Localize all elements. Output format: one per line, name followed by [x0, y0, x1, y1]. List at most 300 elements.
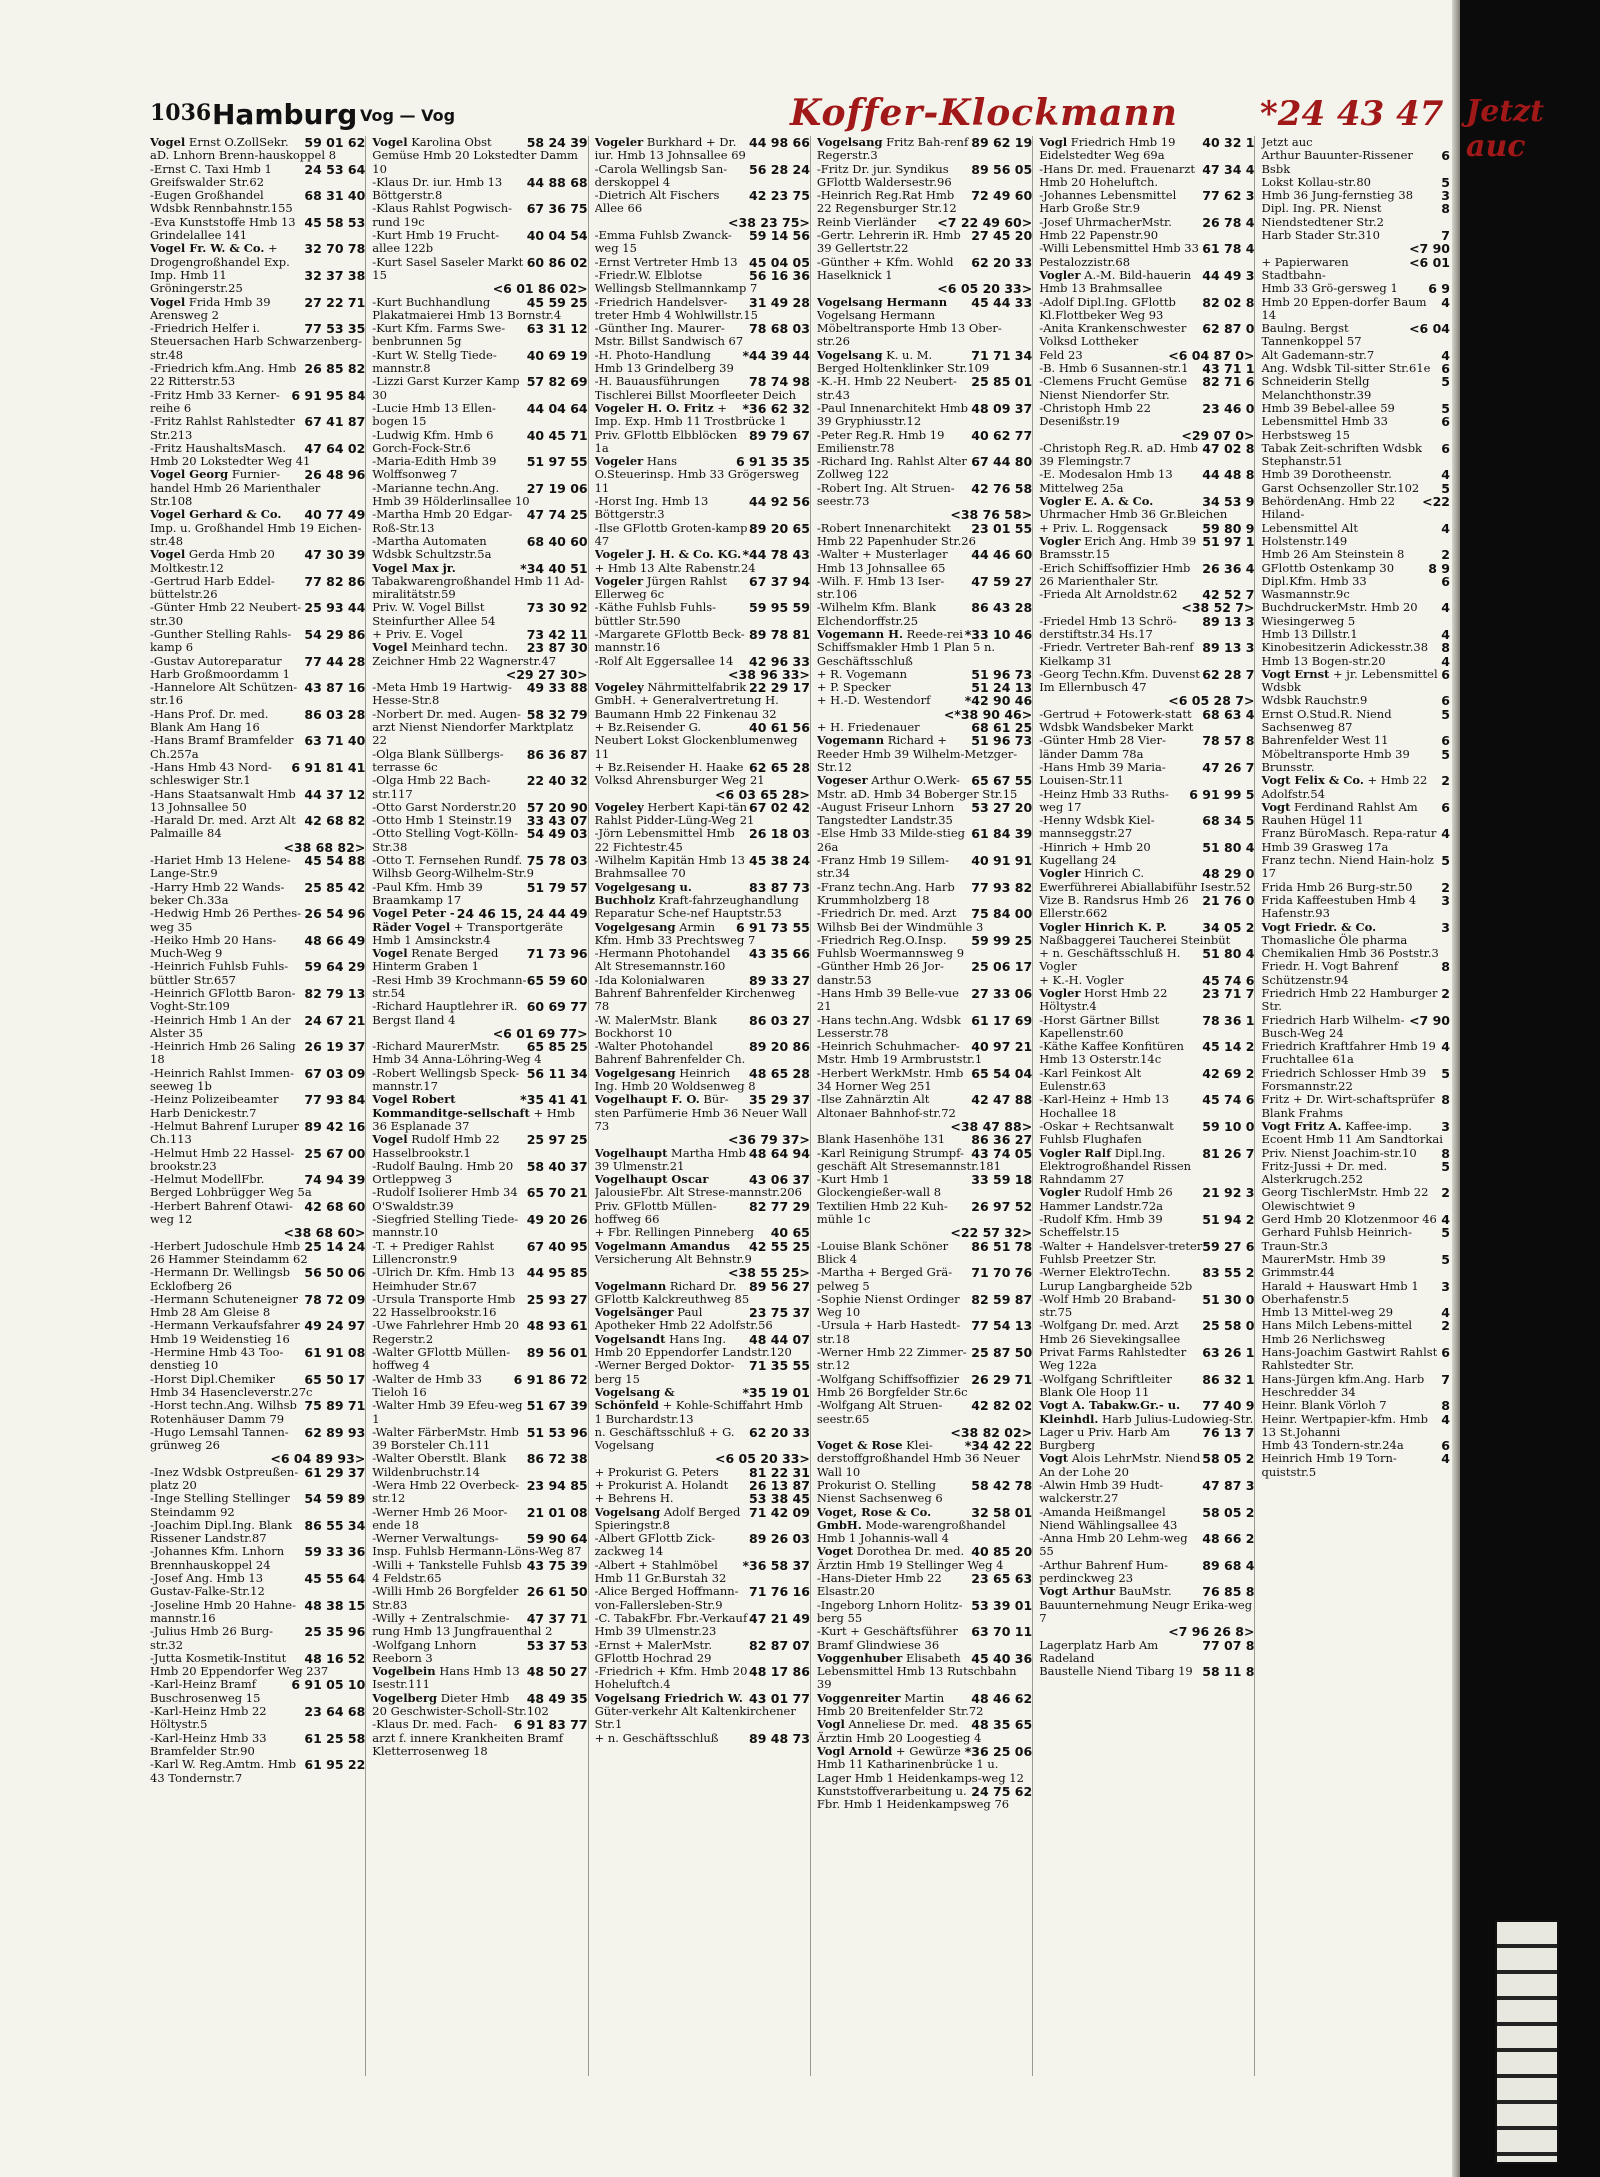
entry-phone: 62 65 28 — [749, 759, 810, 775]
directory-entry — [372, 1506, 587, 1533]
entry-phone: 45 59 25 — [526, 294, 588, 310]
entry-phone: 6 — [1441, 733, 1450, 749]
entry-phone: 21 92 3 — [1202, 1185, 1255, 1201]
directory-entry — [1039, 296, 1254, 323]
entry-details: Paul Apotheker Hmb 22 Adolfstr.56 — [594, 1305, 773, 1333]
entry-phone: 22 40 32 — [526, 773, 588, 789]
entry-details: -August Friseur Lnhorn Tangstedter Landstr.35 — [816, 799, 955, 828]
entry-details: -Horst techn.Ang. Wilhsb Rotenhäuser Damm 79 — [150, 1398, 297, 1426]
entry-details: -Christoph Reg.R. aD. Hmb 39 Flemingstr.7 — [1039, 440, 1199, 469]
entry-details: -C. TabakFbr. Fbr.-Verkauf Hmb 39 Ulmenstr.23 — [594, 1610, 748, 1639]
entry-phone: <38 96 33> — [728, 666, 810, 682]
entry-details: Blank Hasenhöhe 131 — [816, 1132, 946, 1147]
entry-phone: 43 74 05 — [971, 1145, 1033, 1161]
entry-details: Bür-sten Parfümerie Hmb 36 Neuer Wall 73 — [594, 1092, 808, 1133]
entry-phone: 40 62 77 — [971, 427, 1033, 443]
directory-entry — [372, 1559, 587, 1586]
directory-entry — [595, 322, 810, 349]
entry-phone: 2 — [1441, 986, 1450, 1001]
entry-details: -Norbert Dr. med. Augen-arzt Nienst Niendorfer Marktplatz 22 — [372, 706, 574, 748]
directory-entry — [1039, 242, 1254, 269]
entry-details: -Sophie Nienst Ordinger Weg 10 — [816, 1291, 960, 1320]
entry-phone: 4 — [1441, 1305, 1450, 1321]
directory-entry — [595, 455, 810, 495]
entry-phone: 68 63 4 — [1202, 706, 1255, 722]
entry-phone: 8 — [1441, 201, 1450, 217]
entry-details: -Walter + Musterlager Hmb 13 Johnsallee 65 — [816, 547, 948, 575]
directory-entry — [150, 708, 365, 735]
entry-phone: 21 01 08 — [526, 1504, 588, 1520]
entry-details: Ferdinand Rahlst Am Rauhen Hügel 11 — [1261, 799, 1418, 828]
entry-name: Vogl Arnold — [816, 1743, 893, 1758]
entry-details: -Martha + Berged Grä-pelweg 5 — [816, 1265, 953, 1293]
entry-details: Heinr. Wertpapier-kfm. Hmb 13 St.Johanni — [1261, 1411, 1428, 1439]
entry-name: Vogelgesang — [594, 919, 676, 934]
entry-phone: 6 91 81 41 — [291, 759, 366, 775]
directory-entry — [595, 1479, 810, 1492]
entry-phone: 5 — [1441, 853, 1450, 869]
entry-phone: 25 85 01 — [971, 374, 1033, 390]
directory-entry — [150, 814, 365, 841]
directory-entry — [372, 641, 587, 668]
directory-entry — [150, 1346, 365, 1373]
directory-entry — [595, 601, 810, 628]
entry-details: -W. MalerMstr. Blank Bockhorst 10 — [594, 1012, 717, 1040]
entry-details: + Priv. L. Roggensack — [1039, 520, 1168, 535]
entry-details: -Friedrich Reg.O.Insp. Fuhlsb Woermannsweg 9 — [816, 932, 965, 961]
entry-phone: 44 88 68 — [526, 174, 588, 190]
entry-phone: 25 67 00 — [304, 1145, 366, 1161]
entry-phone: 5 — [1441, 480, 1450, 496]
directory-entry — [372, 668, 587, 681]
directory-entry — [1039, 1532, 1254, 1559]
entry-name: Voggenreiter — [816, 1690, 901, 1705]
entry-details: Karolina Obst Gemüse Hmb 20 Lokstedter Damm 10 — [372, 136, 578, 176]
directory-entry — [150, 907, 365, 934]
entry-name: Vogel Fr. W. & Co. — [150, 241, 265, 256]
entry-details: -Kurt Sasel Saseler Markt 15 — [372, 254, 524, 282]
entry-details: -Wilh. F. Hmb 13 Iser-str.106 — [816, 573, 945, 602]
entry-phone: 89 48 73 — [749, 1730, 810, 1746]
entry-details: -Wolfgang Alt Struen-seestr.65 — [816, 1398, 943, 1426]
directory-entry — [1039, 468, 1254, 495]
entry-phone: 67 41 87 — [304, 414, 366, 430]
directory-entry — [150, 1319, 365, 1346]
directory-entry — [150, 468, 365, 508]
entry-phone: <38 82 02> — [950, 1424, 1033, 1440]
entry-details: + n. Geschäftsschluß — [594, 1730, 719, 1745]
entry-phone: 45 14 2 — [1202, 1039, 1255, 1055]
entry-details: -Kurt Kfm. Farms Swe-benbrunnen 5g — [372, 321, 506, 349]
entry-phone: 86 03 27 — [749, 1012, 810, 1028]
directory-entry — [595, 575, 810, 602]
entry-details: -Hedwig Hmb 26 Perthes-weg 35 — [150, 906, 302, 934]
entry-details: -Günther Hmb 26 Jor-danstr.53 — [816, 959, 944, 987]
directory-entry — [1039, 1426, 1254, 1453]
entry-details: -Harry Hmb 22 Wands-beker Ch.33a — [150, 879, 285, 907]
entry-phone: 48 16 52 — [304, 1650, 366, 1666]
entry-phone: 4 — [1441, 1411, 1450, 1427]
entry-name: Vogel Peter - Räder Vogel — [372, 906, 455, 934]
entry-details: Priv. Nienst Joachim-str.10 — [1261, 1145, 1417, 1160]
entry-details: -Ilse Zahnärztin Alt Altonaer Bahnhof-str.72 — [816, 1092, 956, 1120]
entry-phone: 48 49 35 — [526, 1690, 588, 1706]
entry-name: Vogelsang Friedrich W. — [594, 1690, 743, 1705]
entry-name: Vogelsang — [816, 347, 883, 362]
directory-entry — [1039, 216, 1254, 243]
next-page-ad-fragment: Jetzt auc — [1466, 94, 1545, 164]
directory-entry — [1039, 921, 1254, 948]
entry-details: -Karl-Heinz Bramf Buschrosenweg 15 — [150, 1677, 261, 1705]
directory-entry — [372, 282, 587, 295]
entry-details: -Hermann Photohandel Alt Stresemannstr.160 — [594, 946, 731, 974]
directory-column-1 — [150, 136, 366, 2076]
entry-phone: 23 46 0 — [1202, 400, 1255, 416]
entry-phone: 76 13 7 — [1202, 1424, 1255, 1440]
directory-entry — [150, 761, 365, 788]
entry-details: Feld 23 — [1039, 347, 1083, 362]
entry-details: BehördenAng. Hmb 22 Hiland- — [1261, 494, 1396, 522]
directory-entry — [595, 1452, 810, 1465]
directory-entry — [372, 535, 587, 562]
entry-phone: 62 20 33 — [749, 1424, 810, 1440]
directory-entry — [817, 960, 1032, 987]
entry-phone: 62 89 93 — [304, 1424, 366, 1440]
directory-entry — [817, 216, 1032, 229]
entry-details: -Wolfgang Schriftleiter Blank Ole Hoop 11 — [1039, 1371, 1172, 1399]
entry-details: -Walter de Hmb 33 Tieloh 16 — [372, 1371, 482, 1399]
directory-entry — [595, 1133, 810, 1146]
entry-phone: 33 43 07 — [526, 813, 588, 829]
entry-details: -Amanda Heißmangel Niend Wählingsallee 43 — [1039, 1504, 1178, 1532]
entry-phone: 40 61 56 — [749, 720, 810, 736]
directory-entry — [817, 1147, 1032, 1174]
entry-details: Tabakwarengroßhandel Hmb 11 Ad-miralitätstr.59 — [372, 573, 584, 602]
entry-phone: 68 61 25 — [971, 720, 1033, 736]
entry-phone: 51 30 0 — [1202, 1291, 1255, 1307]
entry-phone: 77 82 86 — [304, 573, 366, 589]
directory-entry — [372, 748, 587, 775]
entry-phone: 21 76 0 — [1202, 892, 1255, 908]
entry-details: -Herbert Bahrenf Otawi-weg 12 — [150, 1198, 293, 1227]
entry-name: Vogelbein — [372, 1664, 436, 1679]
directory-entry — [817, 1040, 1032, 1067]
entry-details: -Heinrich Reg.Rat Hmb 22 Regensburger Str.12 — [816, 188, 957, 216]
entry-phone: 23 71 7 — [1202, 986, 1255, 1001]
entry-phone: 40 77 49 — [304, 507, 366, 523]
entry-phone: 54 59 89 — [304, 1491, 366, 1507]
entry-details: -Joseline Hmb 20 Hahne-mannstr.16 — [150, 1597, 296, 1625]
entry-details: Thomasliche Öle pharma Chemikalien Hmb 36 Poststr.3 — [1261, 932, 1439, 961]
entry-phone: 65 59 60 — [526, 972, 588, 988]
directory-entry — [817, 229, 1032, 256]
entry-phone: 58 24 39 — [526, 136, 588, 150]
directory-entry — [595, 1147, 810, 1174]
entry-name: Vogl — [1039, 136, 1068, 149]
entry-phone: 25 35 96 — [304, 1624, 366, 1640]
entry-phone: 71 35 55 — [749, 1358, 810, 1374]
directory-entry — [595, 1200, 810, 1227]
entry-phone: 48 35 65 — [971, 1717, 1033, 1733]
entry-name: Vogt Arthur — [1039, 1584, 1116, 1599]
entry-details: Arthur O.Werk-Mstr. aD. Hmb 34 Boberger Str.15 — [816, 773, 1018, 801]
directory-entry — [1039, 668, 1254, 695]
directory-entry — [150, 960, 365, 987]
entry-details: Herbert Kapi-tän Rahlst Pidder-Lüng-Weg 21 — [594, 799, 755, 828]
directory-entry — [1039, 1213, 1254, 1240]
entry-details: + H.-D. Westendorf — [816, 693, 931, 708]
directory-entry — [595, 721, 810, 761]
entry-phone: 33 59 18 — [971, 1172, 1033, 1188]
directory-columns — [150, 136, 1450, 2076]
entry-phone: *36 25 06 — [964, 1743, 1033, 1759]
directory-entry — [1261, 801, 1450, 828]
directory-entry — [150, 296, 365, 323]
entry-phone: 65 70 21 — [526, 1185, 588, 1201]
directory-entry — [817, 429, 1032, 456]
directory-entry — [1039, 442, 1254, 469]
entry-details: Fritz + Dr. Wirt-schaftsprüfer Blank Frahms — [1261, 1092, 1435, 1120]
entry-details: -Else Hmb 33 Milde-stieg 26a — [816, 826, 966, 854]
directory-entry — [595, 668, 810, 681]
entry-phone: 35 29 37 — [749, 1092, 810, 1108]
directory-entry — [1261, 1147, 1450, 1160]
entry-phone: 8 — [1441, 959, 1450, 975]
directory-entry — [595, 1040, 810, 1067]
directory-entry — [1261, 522, 1450, 549]
entry-details: Franz BüroMasch. Repa-ratur Hmb 39 Grasweg 17a — [1261, 826, 1437, 854]
directory-entry — [817, 508, 1032, 521]
entry-details: -Heinz Hmb 33 Ruths-weg 17 — [1039, 786, 1169, 814]
entry-details: -Kurt Buchhandlung Plakatmaierei Hmb 13 Bornstr.4 — [372, 294, 562, 322]
entry-details: -Lucie Hmb 13 Ellen-bogen 15 — [372, 400, 496, 429]
entry-details: -Klaus Dr. iur. Hmb 13 Böttgerstr.8 — [372, 174, 503, 203]
entry-details: -Wolfgang Lnhorn Reeborn 3 — [372, 1637, 477, 1665]
entry-details: -Ingeborg Lnhorn Holitz-berg 55 — [816, 1597, 963, 1625]
entry-phone: 43 75 39 — [526, 1557, 588, 1573]
entry-details: -K.-H. Hmb 22 Neubert-str.43 — [816, 374, 957, 402]
entry-details: Friedrich Hmb 22 Hamburger Str. — [1261, 986, 1438, 1014]
directory-entry — [372, 256, 587, 283]
entry-details: Hans-Jürgen kfm.Ang. Harb Heschredder 34 — [1261, 1371, 1425, 1399]
entry-details: -Heinrich GFlottb Baron-Voght-Str.109 — [150, 986, 296, 1014]
entry-phone: 78 68 03 — [749, 321, 810, 337]
directory-entry — [817, 482, 1032, 509]
entry-details: -Gunther Stelling Rahls-kamp 6 — [150, 626, 292, 655]
entry-phone: 27 19 06 — [526, 480, 588, 496]
entry-phone: 6 91 99 5 — [1189, 786, 1255, 802]
entry-details: -Werner ElektroTechn. Lurup Langbargheide 52b — [1039, 1265, 1193, 1293]
directory-entry — [1261, 349, 1450, 362]
entry-phone: 32 58 01 — [971, 1504, 1033, 1520]
directory-entry — [1039, 588, 1254, 601]
entry-phone: 43 35 66 — [749, 946, 810, 962]
directory-entry — [817, 1745, 1032, 1785]
entry-phone: 58 05 2 — [1202, 1451, 1255, 1467]
entry-details: -Willy + Zentralschmie-rung Hmb 13 Jungfrauenthal 2 — [372, 1610, 553, 1639]
entry-phone: 5 — [1441, 174, 1450, 190]
directory-entry — [1261, 189, 1450, 202]
directory-entry — [1039, 1625, 1254, 1638]
entry-name: Vogt Fritz A. — [1261, 1118, 1342, 1133]
directory-entry — [817, 668, 1032, 681]
entry-details: + Prokurist G. Peters — [594, 1464, 719, 1479]
entry-details: Ang. Wdsbk Til-sitter Str.61e — [1261, 361, 1431, 376]
entry-name: Vogler E. A. & Co. — [1039, 494, 1154, 509]
entry-details: Hmb 26 Am Steinstein 8 — [1261, 547, 1405, 562]
entry-details: + Kohle-Schiffahrt Hmb 1 Burchardstr.13 — [594, 1398, 803, 1426]
entry-details: -Klaus Rahlst Pogwisch-rund 19c — [372, 201, 513, 229]
entry-phone: 26 61 50 — [526, 1584, 588, 1600]
directory-entry — [372, 1346, 587, 1373]
entry-details: Garst Ochsenzoller Str.102 — [1261, 480, 1420, 495]
entry-details: Richard + Reeder Hmb 39 Wilhelm-Metzger-Str.12 — [816, 733, 1018, 774]
directory-column-3 — [595, 136, 811, 2076]
directory-entry — [595, 1240, 810, 1267]
entry-details: -Alice Berged Hoffmann-von-Fallersleben-Str.9 — [594, 1584, 739, 1612]
entry-details: + K.-H. Vogler — [1039, 972, 1124, 987]
directory-entry — [150, 362, 365, 389]
directory-entry — [1039, 375, 1254, 402]
directory-entry — [1039, 1240, 1254, 1267]
directory-entry — [595, 1492, 810, 1505]
entry-phone: *44 39 44 — [742, 347, 810, 363]
entry-phone: *36 58 37 — [742, 1557, 810, 1573]
entry-phone: 40 69 19 — [526, 347, 588, 363]
entry-details: MaurerMstr. Hmb 39 Grimmstr.44 — [1261, 1251, 1386, 1280]
directory-entry — [595, 628, 810, 655]
directory-entry — [372, 881, 587, 908]
entry-name: Vogt — [1039, 1451, 1069, 1466]
directory-entry — [1039, 402, 1254, 429]
entry-phone: 82 87 07 — [749, 1637, 810, 1653]
entry-details: -Hermine Hmb 43 Too-denstieg 10 — [150, 1345, 284, 1373]
entry-phone: 6 — [1441, 1438, 1450, 1454]
entry-details: -Frieda Alt Arnoldstr.62 — [1039, 587, 1178, 602]
directory-entry — [817, 575, 1032, 602]
directory-entry — [595, 269, 810, 296]
entry-phone: 44 98 66 — [749, 136, 810, 150]
directory-entry — [1261, 1186, 1450, 1213]
entry-phone: 89 13 3 — [1202, 613, 1255, 629]
entry-details: Harb Julius-Ludowieg-Str. — [1102, 1411, 1254, 1426]
entry-details: -Ernst Vertreter Hmb 13 — [594, 254, 738, 269]
entry-details: + Hmb 36 Esplanade 37 — [372, 1105, 576, 1133]
directory-entry — [372, 1612, 587, 1639]
entry-phone: 48 09 37 — [971, 400, 1033, 416]
entry-details: -T. + Prediger Rahlst Lillencronstr.9 — [372, 1238, 495, 1266]
entry-phone: 23 64 68 — [304, 1704, 366, 1720]
directory-entry — [1039, 1319, 1254, 1346]
entry-details: -Friedrich Helfer i. Steuersachen Harb Schwarzenberg-str.48 — [150, 321, 362, 362]
entry-phone: 42 55 25 — [749, 1238, 810, 1254]
entry-phone: 42 47 88 — [971, 1092, 1033, 1108]
directory-entry — [595, 1266, 810, 1279]
entry-phone: 82 71 6 — [1202, 374, 1255, 390]
entry-details: Friedrich Kraftfahrer Hmb 19 Fruchtallee 61a — [1261, 1039, 1436, 1067]
directory-entry — [595, 1226, 810, 1239]
directory-entry — [372, 907, 587, 947]
entry-phone: 54 49 03 — [526, 826, 588, 842]
entry-details: Priv. GFlottb Müllen-hoffweg 66 — [594, 1198, 717, 1227]
directory-entry — [372, 681, 587, 708]
directory-entry — [150, 1014, 365, 1041]
directory-entry — [595, 854, 810, 881]
entry-details: Hinrich C. Ewerführerei Abiallabiführ Isestr.52 — [1039, 866, 1251, 894]
entry-details: Arthur Bauunter-Rissener Bsbk — [1261, 148, 1413, 176]
entry-details: -Wilhelm Kapitän Hmb 13 Brahmsallee 70 — [594, 853, 745, 881]
entry-phone: 4 — [1441, 294, 1450, 310]
entry-phone: 59 90 64 — [526, 1531, 588, 1547]
entry-phone: 56 16 36 — [749, 267, 810, 283]
entry-details: -Heiko Hmb 20 Hans-Much-Weg 9 — [150, 932, 277, 961]
entry-phone: 42 23 75 — [749, 188, 810, 204]
directory-entry — [372, 947, 587, 974]
entry-phone: 23 94 85 — [526, 1477, 588, 1493]
directory-entry — [595, 921, 810, 948]
entry-phone: 45 74 6 — [1202, 972, 1255, 988]
entry-details: -Hannelore Alt Schützen-str.16 — [150, 680, 298, 708]
directory-entry — [817, 907, 1032, 934]
entry-details: -Paul Innenarchitekt Hmb 39 Gryphiusstr.12 — [816, 400, 969, 429]
entry-details: Güter-verkehr Alt Kaltenkirchener Str.1 — [594, 1704, 796, 1732]
directory-entry — [817, 1479, 1032, 1506]
entry-phone: 6 9 — [1428, 281, 1450, 297]
directory-entry — [372, 229, 587, 256]
directory-entry — [150, 1652, 365, 1679]
entry-phone: 5 — [1441, 1065, 1450, 1081]
entry-phone: 8 9 — [1428, 560, 1450, 576]
directory-entry — [1261, 322, 1450, 349]
entry-details: -Werner Hmb 22 Zimmer-str.12 — [816, 1345, 967, 1373]
directory-entry — [817, 1293, 1032, 1320]
entry-details: -Heinrich Hmb 1 An der Alster 35 — [150, 1012, 291, 1040]
entry-details: -Josef UhrmacherMstr. Hmb 22 Papenstr.90 — [1039, 214, 1172, 243]
entry-details: Burkhard + Dr. iur. Hmb 13 Johnsallee 69 — [594, 136, 746, 163]
entry-name: Voget — [816, 1544, 854, 1559]
entry-details: Kunststoffverarbeitung u. Fbr. Hmb 1 Heidenkampsweg 76 — [816, 1783, 1010, 1812]
entry-phone: *35 19 01 — [742, 1384, 810, 1400]
entry-details: n. Geschäftsschluß + G. Vogelsang — [594, 1424, 735, 1453]
directory-entry — [817, 1399, 1032, 1426]
header-advertisement: Koffer-Klockmann — [790, 92, 1178, 134]
directory-entry — [372, 402, 587, 429]
directory-entry — [1261, 1120, 1450, 1147]
directory-entry — [1261, 562, 1450, 575]
entry-phone: 5 — [1441, 374, 1450, 390]
entry-phone: 54 29 86 — [304, 626, 366, 642]
entry-details: -Hans Hmb 39 Belle-vue 21 — [816, 986, 959, 1014]
entry-details: -Walter FärberMstr. Hmb 39 Borsteler Ch.111 — [372, 1424, 519, 1453]
entry-details: -Herbert WerkMstr. Hmb 34 Horner Weg 251 — [816, 1065, 964, 1094]
entry-phone: 59 95 59 — [749, 600, 810, 616]
entry-phone: 26 48 96 — [304, 467, 366, 483]
entry-details: Martha Hmb 39 Ulmenstr.21 — [594, 1145, 747, 1173]
directory-entry — [817, 827, 1032, 854]
entry-details: + Hmb 13 Alte Rabenstr.24 — [594, 560, 756, 575]
entry-phone: 59 80 9 — [1202, 520, 1255, 536]
entry-phone: 23 65 63 — [971, 1571, 1033, 1587]
entry-phone: 59 33 36 — [304, 1544, 366, 1560]
entry-details: -Werner Verwaltungs-Insp. Fuhlsb Hermann-Löns-Weg 87 — [372, 1531, 582, 1559]
entry-phone: 44 92 56 — [749, 494, 810, 510]
directory-entry — [1261, 601, 1450, 628]
directory-entry — [817, 601, 1032, 628]
binder-clip — [1495, 1920, 1559, 2164]
entry-phone: 22 29 17 — [749, 680, 810, 696]
entry-details: -Gertrud + Fotowerk-statt Wdsbk Wandsbeker Markt — [1039, 706, 1194, 735]
entry-phone: 77 40 9 — [1202, 1398, 1255, 1414]
